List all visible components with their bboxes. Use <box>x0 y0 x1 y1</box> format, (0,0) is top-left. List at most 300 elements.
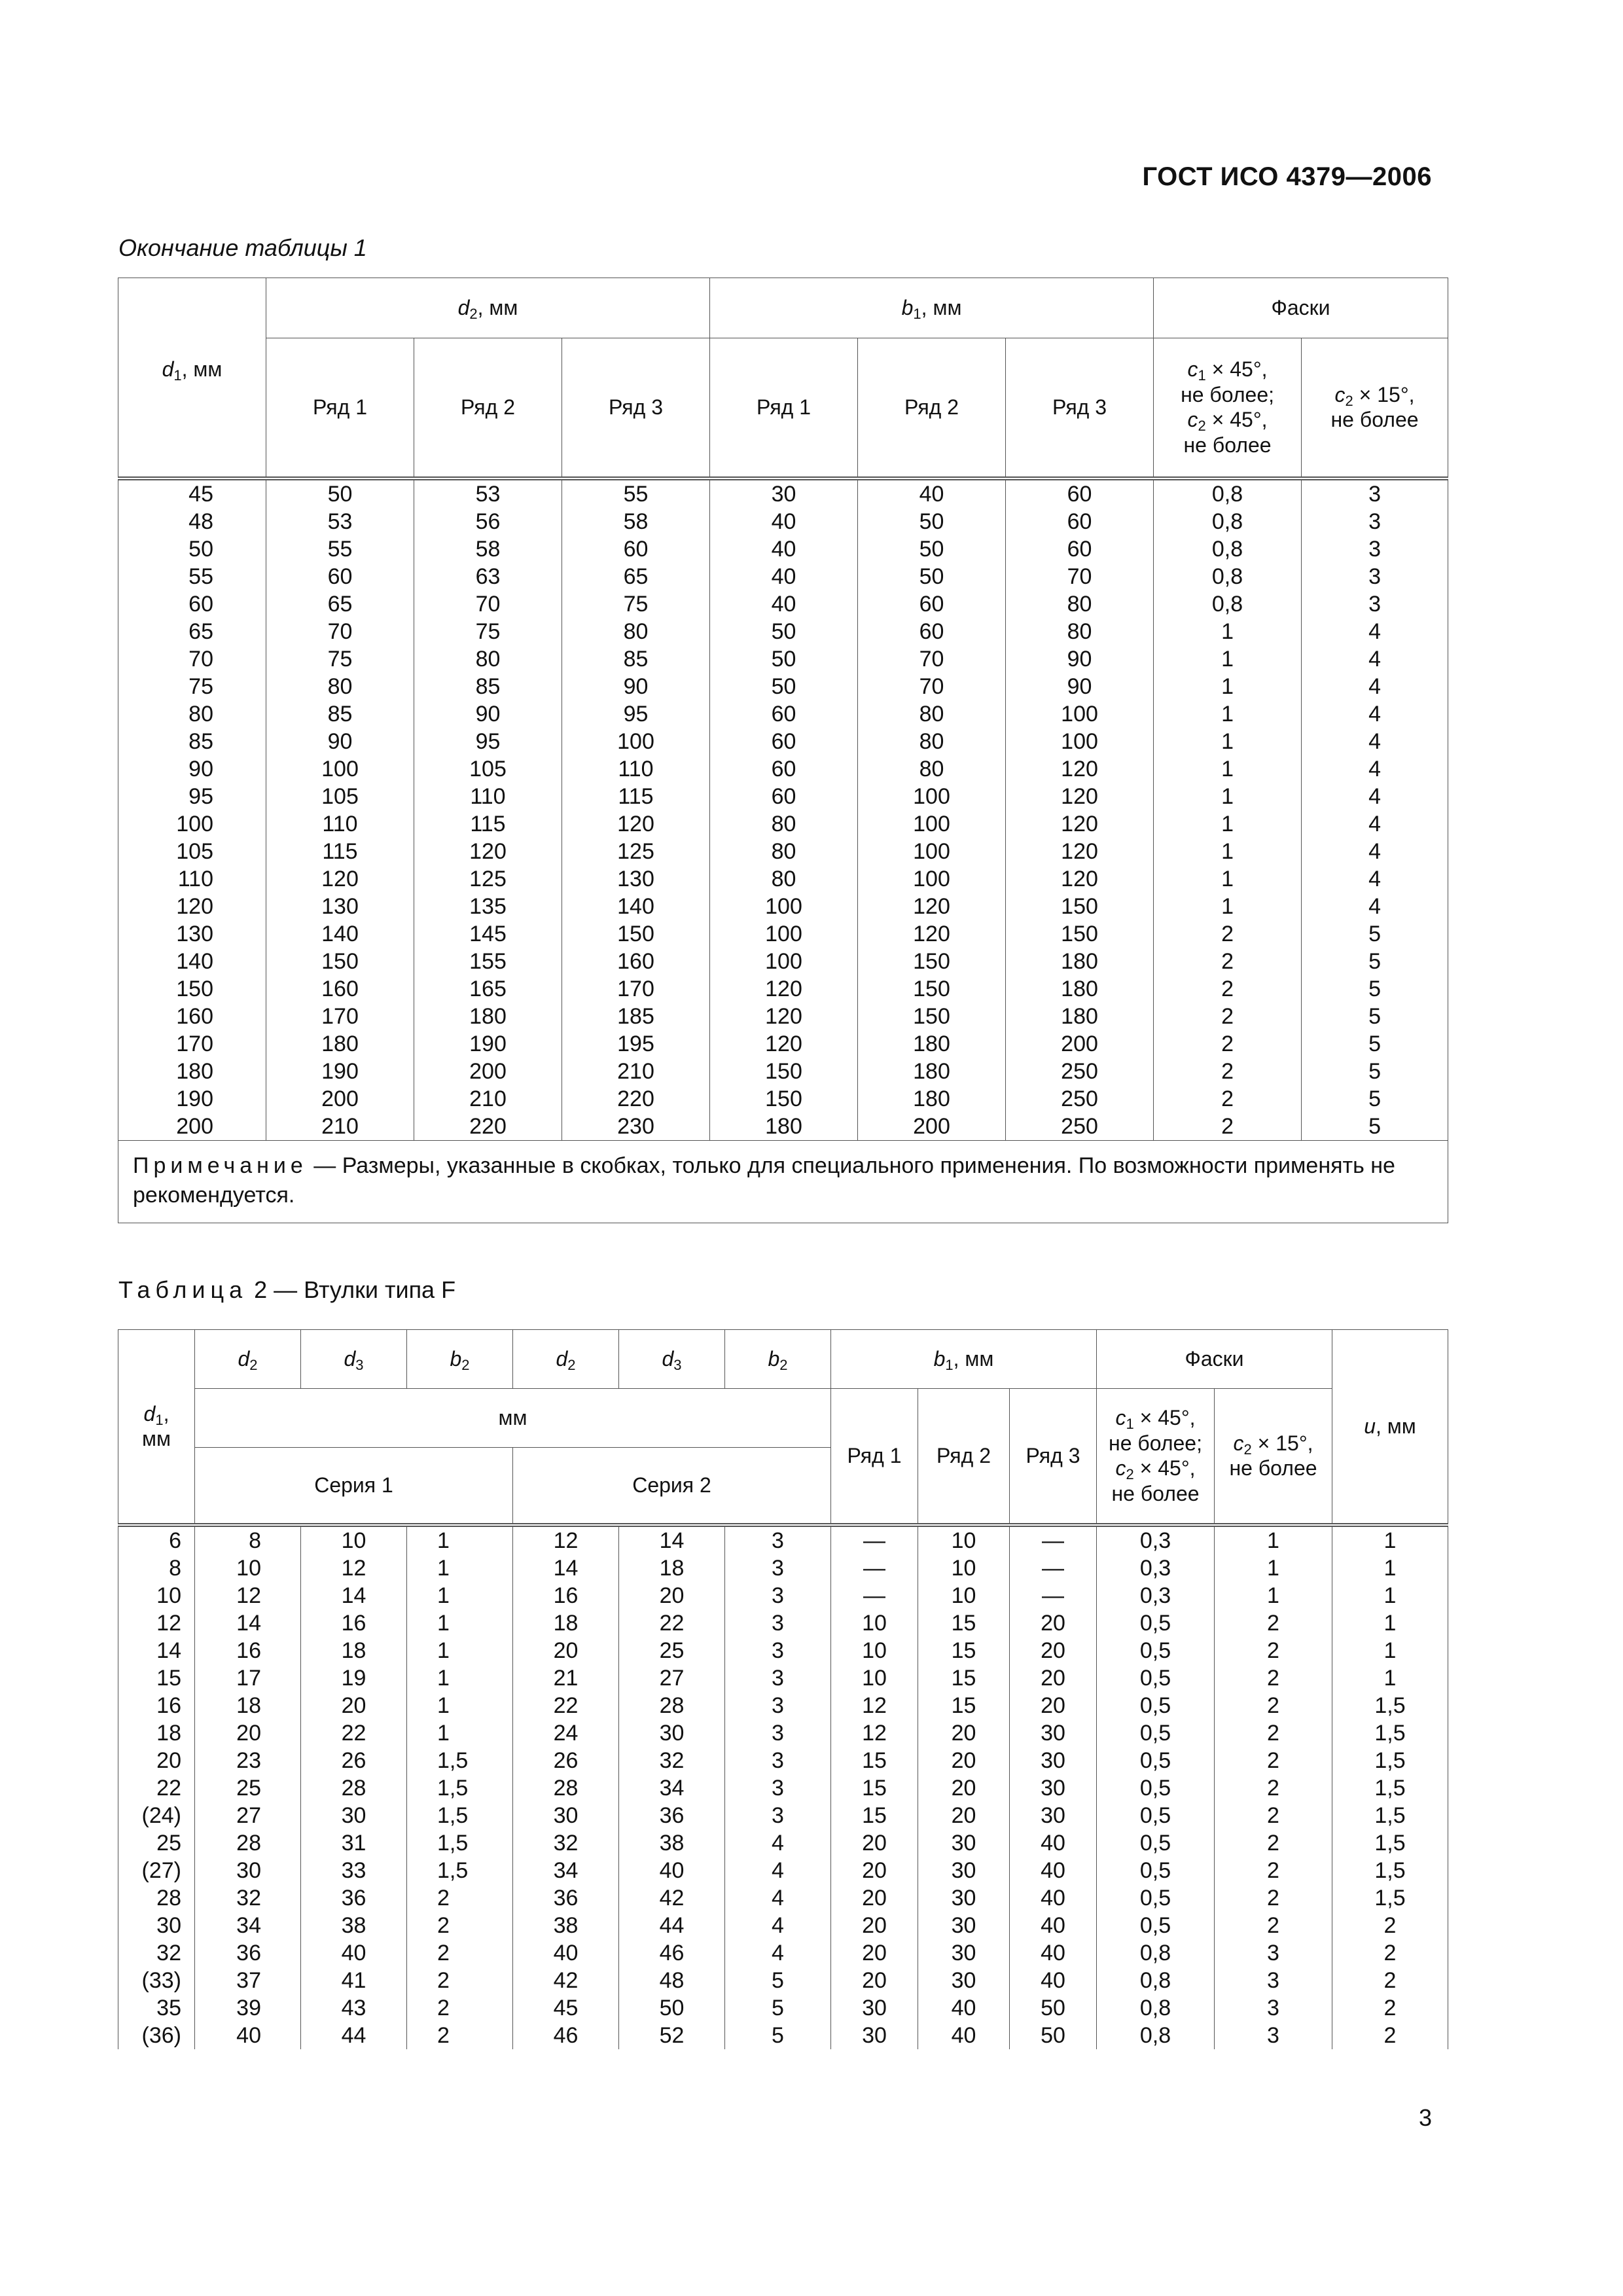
t2-cell: 2 <box>1215 1857 1332 1884</box>
t2-cell: 16 <box>301 1609 407 1637</box>
t1-cell: 85 <box>118 728 266 755</box>
t2-cell: 1,5 <box>1332 1719 1448 1747</box>
t2-cell: 30 <box>918 1829 1010 1857</box>
t1-header-faski: Фаски <box>1154 278 1448 338</box>
t2-cell: 2 <box>1215 1664 1332 1692</box>
t2-cell: 1 <box>1332 1637 1448 1664</box>
t1-cell: 230 <box>562 1113 710 1141</box>
t2-cell: 20 <box>918 1802 1010 1829</box>
t2-cell: 14 <box>118 1637 195 1664</box>
t1-cell: 4 <box>1302 810 1448 838</box>
t2-cell: 0,3 <box>1097 1582 1215 1609</box>
t1-cell: 210 <box>562 1058 710 1085</box>
t2-cell: (24) <box>118 1802 195 1829</box>
t1-row <box>118 1113 1448 1141</box>
t1-cell: 60 <box>1006 535 1154 563</box>
t2-cell: 5 <box>725 1994 831 2022</box>
t1-cell: 60 <box>858 590 1006 618</box>
t1-header-d2-row1: Ряд 1 <box>266 338 414 478</box>
t2-body <box>118 1527 1448 2049</box>
t1-cell: 105 <box>414 755 562 783</box>
t2-cell: 1,5 <box>1332 1829 1448 1857</box>
t1-cell: 70 <box>118 645 266 673</box>
t1-cell: 210 <box>414 1085 562 1113</box>
t1-cell: 70 <box>414 590 562 618</box>
t2-cell: 27 <box>619 1664 725 1692</box>
t1-cell: 3 <box>1302 590 1448 618</box>
t2-cell: 8 <box>195 1527 301 1554</box>
t1-cell: 180 <box>1006 975 1154 1003</box>
t1-cell: 80 <box>710 838 858 865</box>
t2-cell: 15 <box>831 1747 918 1774</box>
t1-cell: 120 <box>710 1003 858 1030</box>
t1-cell: 1 <box>1154 728 1302 755</box>
t1-cell: 140 <box>562 893 710 920</box>
t1-cell: 90 <box>562 673 710 700</box>
t2-cell: 30 <box>918 1912 1010 1939</box>
t1-cell: 80 <box>118 700 266 728</box>
t1-cell: 180 <box>1006 948 1154 975</box>
t2-cell: 30 <box>1010 1719 1097 1747</box>
t2-cell: 19 <box>301 1664 407 1692</box>
t2-cell: 1,5 <box>407 1802 513 1829</box>
t2-cell: 1,5 <box>1332 1692 1448 1719</box>
t2-cell: 10 <box>831 1609 918 1637</box>
t1-cell: 4 <box>1302 618 1448 645</box>
t2-cell: 1,5 <box>1332 1774 1448 1802</box>
t2-cell: 30 <box>918 1857 1010 1884</box>
t2-cell: 16 <box>118 1692 195 1719</box>
t1-cell: 1 <box>1154 618 1302 645</box>
t2-cell: 6 <box>118 1527 195 1554</box>
t1-cell: 0,8 <box>1154 508 1302 535</box>
t2-cell: 3 <box>725 1609 831 1637</box>
t2-cell: 1 <box>407 1637 513 1664</box>
t2-cell: 20 <box>513 1637 619 1664</box>
t2-cell: — <box>1010 1554 1097 1582</box>
t1-cell: 40 <box>858 480 1006 508</box>
t1-cell: 4 <box>1302 783 1448 810</box>
t2-cell: 2 <box>407 1939 513 1967</box>
t2-cell: 30 <box>831 1994 918 2022</box>
t1-row <box>118 728 1448 755</box>
t1-row <box>118 700 1448 728</box>
t1-cell: 60 <box>118 590 266 618</box>
t1-cell: 40 <box>710 590 858 618</box>
t2-cell: 50 <box>1010 2022 1097 2049</box>
t2-header-b2-s2: $b_2$ <box>725 1330 831 1389</box>
t1-cell: 70 <box>266 618 414 645</box>
t1-cell: 150 <box>710 1058 858 1085</box>
t1-cell: 105 <box>118 838 266 865</box>
t2-cell: 28 <box>301 1774 407 1802</box>
t1-cell: 130 <box>266 893 414 920</box>
t1-header-b1: $b_1$, мм <box>710 278 1154 338</box>
t1-cell: 75 <box>266 645 414 673</box>
t1-cell: 3 <box>1302 535 1448 563</box>
t1-cell: 60 <box>1006 508 1154 535</box>
t2-cell: 15 <box>118 1664 195 1692</box>
t2-cell: 0,5 <box>1097 1774 1215 1802</box>
t2-cell: 14 <box>513 1554 619 1582</box>
t2-cell: 2 <box>407 1884 513 1912</box>
t2-row <box>118 1912 1448 1939</box>
t2-cell: 2 <box>1332 1939 1448 1967</box>
t1-cell: 120 <box>858 893 1006 920</box>
t2-header-series2: Серия 2 <box>513 1448 831 1525</box>
t1-cell: 170 <box>118 1030 266 1058</box>
t2-cell: 2 <box>1215 1692 1332 1719</box>
t1-cell: 95 <box>414 728 562 755</box>
t2-cell: 4 <box>725 1829 831 1857</box>
t1-cell: 1 <box>1154 645 1302 673</box>
t1-cell: 120 <box>858 920 1006 948</box>
t2-cell: 1 <box>1215 1527 1332 1554</box>
t2-cell: 20 <box>918 1774 1010 1802</box>
t2-cell: 3 <box>725 1554 831 1582</box>
t2-cell: 40 <box>301 1939 407 1967</box>
t1-cell: 150 <box>858 948 1006 975</box>
t2-cell: 15 <box>918 1692 1010 1719</box>
t1-cell: 120 <box>1006 783 1154 810</box>
t2-row <box>118 1664 1448 1692</box>
t2-cell: 0,5 <box>1097 1664 1215 1692</box>
t1-cell: 65 <box>562 563 710 590</box>
t2-cell: 32 <box>513 1829 619 1857</box>
t2-cell: 1 <box>1215 1582 1332 1609</box>
t2-header-c2: $c_2 \times 15^\circ$, не более <box>1215 1389 1332 1525</box>
table2-caption: Таблица 2 — Втулки типа F <box>118 1276 456 1303</box>
t1-cell: 60 <box>710 728 858 755</box>
t1-cell: 95 <box>562 700 710 728</box>
t1-cell: 0,8 <box>1154 563 1302 590</box>
t1-cell: 1 <box>1154 893 1302 920</box>
t2-cell: 37 <box>195 1967 301 1994</box>
t1-cell: 150 <box>710 1085 858 1113</box>
t2-row <box>118 1719 1448 1747</box>
t2-cell: 38 <box>619 1829 725 1857</box>
t2-cell: 0,5 <box>1097 1802 1215 1829</box>
t1-cell: 170 <box>266 1003 414 1030</box>
standard-header: ГОСТ ИСО 4379—2006 <box>1142 162 1432 191</box>
t2-cell: 4 <box>725 1939 831 1967</box>
t2-cell: 34 <box>619 1774 725 1802</box>
t2-cell: 20 <box>1010 1637 1097 1664</box>
t1-cell: 48 <box>118 508 266 535</box>
t1-cell: 50 <box>710 618 858 645</box>
t2-cell: 18 <box>619 1554 725 1582</box>
t2-cell: 23 <box>195 1747 301 1774</box>
t1-cell: 180 <box>414 1003 562 1030</box>
t1-row <box>118 975 1448 1003</box>
t2-cell: 10 <box>301 1527 407 1554</box>
t1-cell: 80 <box>858 755 1006 783</box>
t2-cell: 1 <box>407 1582 513 1609</box>
t2-cell: 15 <box>918 1609 1010 1637</box>
t1-header-b1-row2: Ряд 2 <box>858 338 1006 478</box>
t1-cell: 56 <box>414 508 562 535</box>
t2-cell: 28 <box>195 1829 301 1857</box>
t2-cell: — <box>1010 1527 1097 1554</box>
t2-cell: 40 <box>1010 1829 1097 1857</box>
t1-cell: 150 <box>1006 920 1154 948</box>
t1-cell: 1 <box>1154 673 1302 700</box>
t2-cell: 0,8 <box>1097 1967 1215 1994</box>
t1-cell: 90 <box>414 700 562 728</box>
t1-cell: 4 <box>1302 728 1448 755</box>
t1-cell: 53 <box>266 508 414 535</box>
t1-cell: 3 <box>1302 480 1448 508</box>
t1-cell: 120 <box>562 810 710 838</box>
t1-cell: 150 <box>266 948 414 975</box>
t2-cell: 1,5 <box>1332 1802 1448 1829</box>
t2-cell: 50 <box>619 1994 725 2022</box>
t2-cell: 0,5 <box>1097 1912 1215 1939</box>
t2-cell: 40 <box>918 1994 1010 2022</box>
t2-header-series1: Серия 1 <box>195 1448 513 1525</box>
t1-cell: 250 <box>1006 1058 1154 1085</box>
table1-caption: Окончание таблицы 1 <box>118 234 367 261</box>
t2-cell: 52 <box>619 2022 725 2049</box>
t2-cell: 22 <box>513 1692 619 1719</box>
t1-row <box>118 618 1448 645</box>
t1-cell: 100 <box>710 920 858 948</box>
t1-cell: 110 <box>414 783 562 810</box>
t1-header-c1: $c_1 \times 45^\circ$, не более; $c_2 \times 45^\circ$, не более <box>1154 338 1302 478</box>
t2-row <box>118 1554 1448 1582</box>
t1-cell: 2 <box>1154 1030 1302 1058</box>
t2-cell: 10 <box>918 1554 1010 1582</box>
t1-cell: 1 <box>1154 810 1302 838</box>
t1-cell: 110 <box>562 755 710 783</box>
t1-cell: 50 <box>266 480 414 508</box>
t2-cell: 10 <box>831 1637 918 1664</box>
t2-cell: — <box>831 1582 918 1609</box>
t1-cell: 0,8 <box>1154 480 1302 508</box>
t1-cell: 115 <box>414 810 562 838</box>
t1-row <box>118 645 1448 673</box>
t1-cell: 4 <box>1302 645 1448 673</box>
t2-cell: 40 <box>1010 1939 1097 1967</box>
t2-cell: (33) <box>118 1967 195 1994</box>
t2-cell: 20 <box>195 1719 301 1747</box>
t2-cell: 22 <box>301 1719 407 1747</box>
t1-row <box>118 755 1448 783</box>
t1-cell: 90 <box>266 728 414 755</box>
t1-cell: 120 <box>1006 755 1154 783</box>
t2-cell: 20 <box>831 1884 918 1912</box>
t1-cell: 160 <box>118 1003 266 1030</box>
t1-cell: 200 <box>266 1085 414 1113</box>
t2-cell: 44 <box>301 2022 407 2049</box>
t1-row <box>118 480 1448 508</box>
t1-cell: 180 <box>710 1113 858 1141</box>
page-number: 3 <box>1418 2104 1432 2131</box>
t2-cell: 1 <box>407 1719 513 1747</box>
t2-row <box>118 1939 1448 1967</box>
t1-row <box>118 865 1448 893</box>
t1-cell: 3 <box>1302 563 1448 590</box>
t1-cell: 90 <box>118 755 266 783</box>
t2-cell: 10 <box>831 1664 918 1692</box>
t2-cell: 17 <box>195 1664 301 1692</box>
t2-cell: 3 <box>725 1774 831 1802</box>
t2-cell: 14 <box>619 1527 725 1554</box>
t2-cell: 15 <box>831 1774 918 1802</box>
t2-cell: 0,5 <box>1097 1637 1215 1664</box>
t1-cell: 120 <box>414 838 562 865</box>
t1-cell: 100 <box>266 755 414 783</box>
t2-cell: 25 <box>118 1829 195 1857</box>
t1-cell: 90 <box>1006 673 1154 700</box>
t2-cell: 2 <box>1215 1829 1332 1857</box>
t2-header-u: u, мм <box>1332 1330 1448 1525</box>
t2-cell: 1,5 <box>407 1857 513 1884</box>
t1-cell: 130 <box>562 865 710 893</box>
t2-cell: 30 <box>918 1884 1010 1912</box>
t2-cell: 14 <box>301 1582 407 1609</box>
t2-cell: 25 <box>619 1637 725 1664</box>
t1-cell: 4 <box>1302 700 1448 728</box>
t2-cell: 0,8 <box>1097 2022 1215 2049</box>
table1 <box>118 278 1448 1223</box>
t2-cell: 2 <box>407 1912 513 1939</box>
t1-row <box>118 783 1448 810</box>
t1-cell: 120 <box>1006 838 1154 865</box>
t2-cell: 8 <box>118 1554 195 1582</box>
t2-header-row2: Ряд 2 <box>918 1389 1010 1525</box>
t1-cell: 90 <box>1006 645 1154 673</box>
t2-row <box>118 1582 1448 1609</box>
t2-cell: 0,3 <box>1097 1527 1215 1554</box>
t2-cell: 1,5 <box>1332 1747 1448 1774</box>
t1-cell: 120 <box>1006 865 1154 893</box>
t2-cell: 30 <box>1010 1802 1097 1829</box>
t1-row <box>118 563 1448 590</box>
t2-cell: 30 <box>619 1719 725 1747</box>
t2-cell: 28 <box>118 1884 195 1912</box>
t2-cell: 1 <box>407 1554 513 1582</box>
t1-cell: 60 <box>710 755 858 783</box>
t2-header-c1: $c_1 \times 45^\circ$, не более; $c_2 \times 45^\circ$, не более <box>1097 1389 1215 1525</box>
t1-cell: 2 <box>1154 1058 1302 1085</box>
t1-cell: 195 <box>562 1030 710 1058</box>
t1-cell: 50 <box>858 508 1006 535</box>
t2-cell: 3 <box>1215 2022 1332 2049</box>
t2-row <box>118 1747 1448 1774</box>
t1-cell: 80 <box>1006 590 1154 618</box>
t2-cell: 40 <box>1010 1967 1097 1994</box>
t1-cell: 4 <box>1302 838 1448 865</box>
t1-cell: 40 <box>710 535 858 563</box>
t1-cell: 70 <box>858 645 1006 673</box>
t2-header-d2-s2: $d_2$ <box>513 1330 619 1389</box>
t2-cell: 42 <box>619 1884 725 1912</box>
t1-cell: 63 <box>414 563 562 590</box>
t1-cell: 180 <box>118 1058 266 1085</box>
t2-cell: 1 <box>1332 1582 1448 1609</box>
t1-cell: 80 <box>562 618 710 645</box>
t1-cell: 1 <box>1154 700 1302 728</box>
t2-cell: 3 <box>1215 1967 1332 1994</box>
t1-row <box>118 590 1448 618</box>
t2-cell: 12 <box>195 1582 301 1609</box>
t2-cell: 15 <box>831 1802 918 1829</box>
t2-cell: 1,5 <box>1332 1884 1448 1912</box>
t2-cell: 0,8 <box>1097 1939 1215 1967</box>
t2-cell: 2 <box>407 1994 513 2022</box>
t2-header-d3-s1: $d_3$ <box>301 1330 407 1389</box>
t1-cell: 120 <box>710 1030 858 1058</box>
t1-cell: 125 <box>562 838 710 865</box>
t1-cell: 100 <box>710 948 858 975</box>
t2-cell: 35 <box>118 1994 195 2022</box>
t2-cell: 16 <box>195 1637 301 1664</box>
t2-header-b2-s1: $b_2$ <box>407 1330 513 1389</box>
t2-cell: 22 <box>118 1774 195 1802</box>
t2-cell: 2 <box>407 1967 513 1994</box>
t2-cell: 20 <box>831 1939 918 1967</box>
t1-cell: 150 <box>1006 893 1154 920</box>
t1-cell: 5 <box>1302 1113 1448 1141</box>
t2-cell: 2 <box>1332 1994 1448 2022</box>
t1-cell: 180 <box>858 1085 1006 1113</box>
t2-cell: 1 <box>1332 1554 1448 1582</box>
t2-cell: 3 <box>725 1637 831 1664</box>
t2-cell: 0,5 <box>1097 1719 1215 1747</box>
t1-row <box>118 810 1448 838</box>
t1-cell: 165 <box>414 975 562 1003</box>
t1-body <box>118 480 1448 1141</box>
t2-row <box>118 1692 1448 1719</box>
t2-cell: 21 <box>513 1664 619 1692</box>
t1-cell: 140 <box>118 948 266 975</box>
t2-cell: 1 <box>407 1692 513 1719</box>
t2-cell: 28 <box>513 1774 619 1802</box>
t1-cell: 145 <box>414 920 562 948</box>
t2-cell: 1,5 <box>407 1774 513 1802</box>
t2-cell: 18 <box>118 1719 195 1747</box>
t2-cell: 18 <box>195 1692 301 1719</box>
t2-cell: 40 <box>195 2022 301 2049</box>
t2-cell: 38 <box>301 1912 407 1939</box>
t2-cell: 2 <box>1215 1719 1332 1747</box>
t2-cell: 5 <box>725 1967 831 1994</box>
t1-cell: 160 <box>266 975 414 1003</box>
t2-header-d3-s2: $d_3$ <box>619 1330 725 1389</box>
t1-cell: 30 <box>710 480 858 508</box>
t2-cell: 3 <box>1215 1939 1332 1967</box>
t1-cell: 75 <box>118 673 266 700</box>
t2-cell: 36 <box>619 1802 725 1829</box>
t2-cell: 3 <box>725 1664 831 1692</box>
t1-cell: 55 <box>118 563 266 590</box>
t1-cell: 1 <box>1154 865 1302 893</box>
t1-cell: 120 <box>710 975 858 1003</box>
table2 <box>118 1329 1448 2049</box>
t1-cell: 200 <box>118 1113 266 1141</box>
t1-cell: 60 <box>710 700 858 728</box>
t2-cell: 10 <box>918 1582 1010 1609</box>
t1-row <box>118 1085 1448 1113</box>
t1-cell: 4 <box>1302 755 1448 783</box>
t1-cell: 55 <box>562 480 710 508</box>
t2-cell: 30 <box>118 1912 195 1939</box>
t1-cell: 75 <box>414 618 562 645</box>
t2-header-mm: мм <box>195 1389 831 1448</box>
t2-cell: 2 <box>1332 1912 1448 1939</box>
t2-cell: 1 <box>1215 1554 1332 1582</box>
